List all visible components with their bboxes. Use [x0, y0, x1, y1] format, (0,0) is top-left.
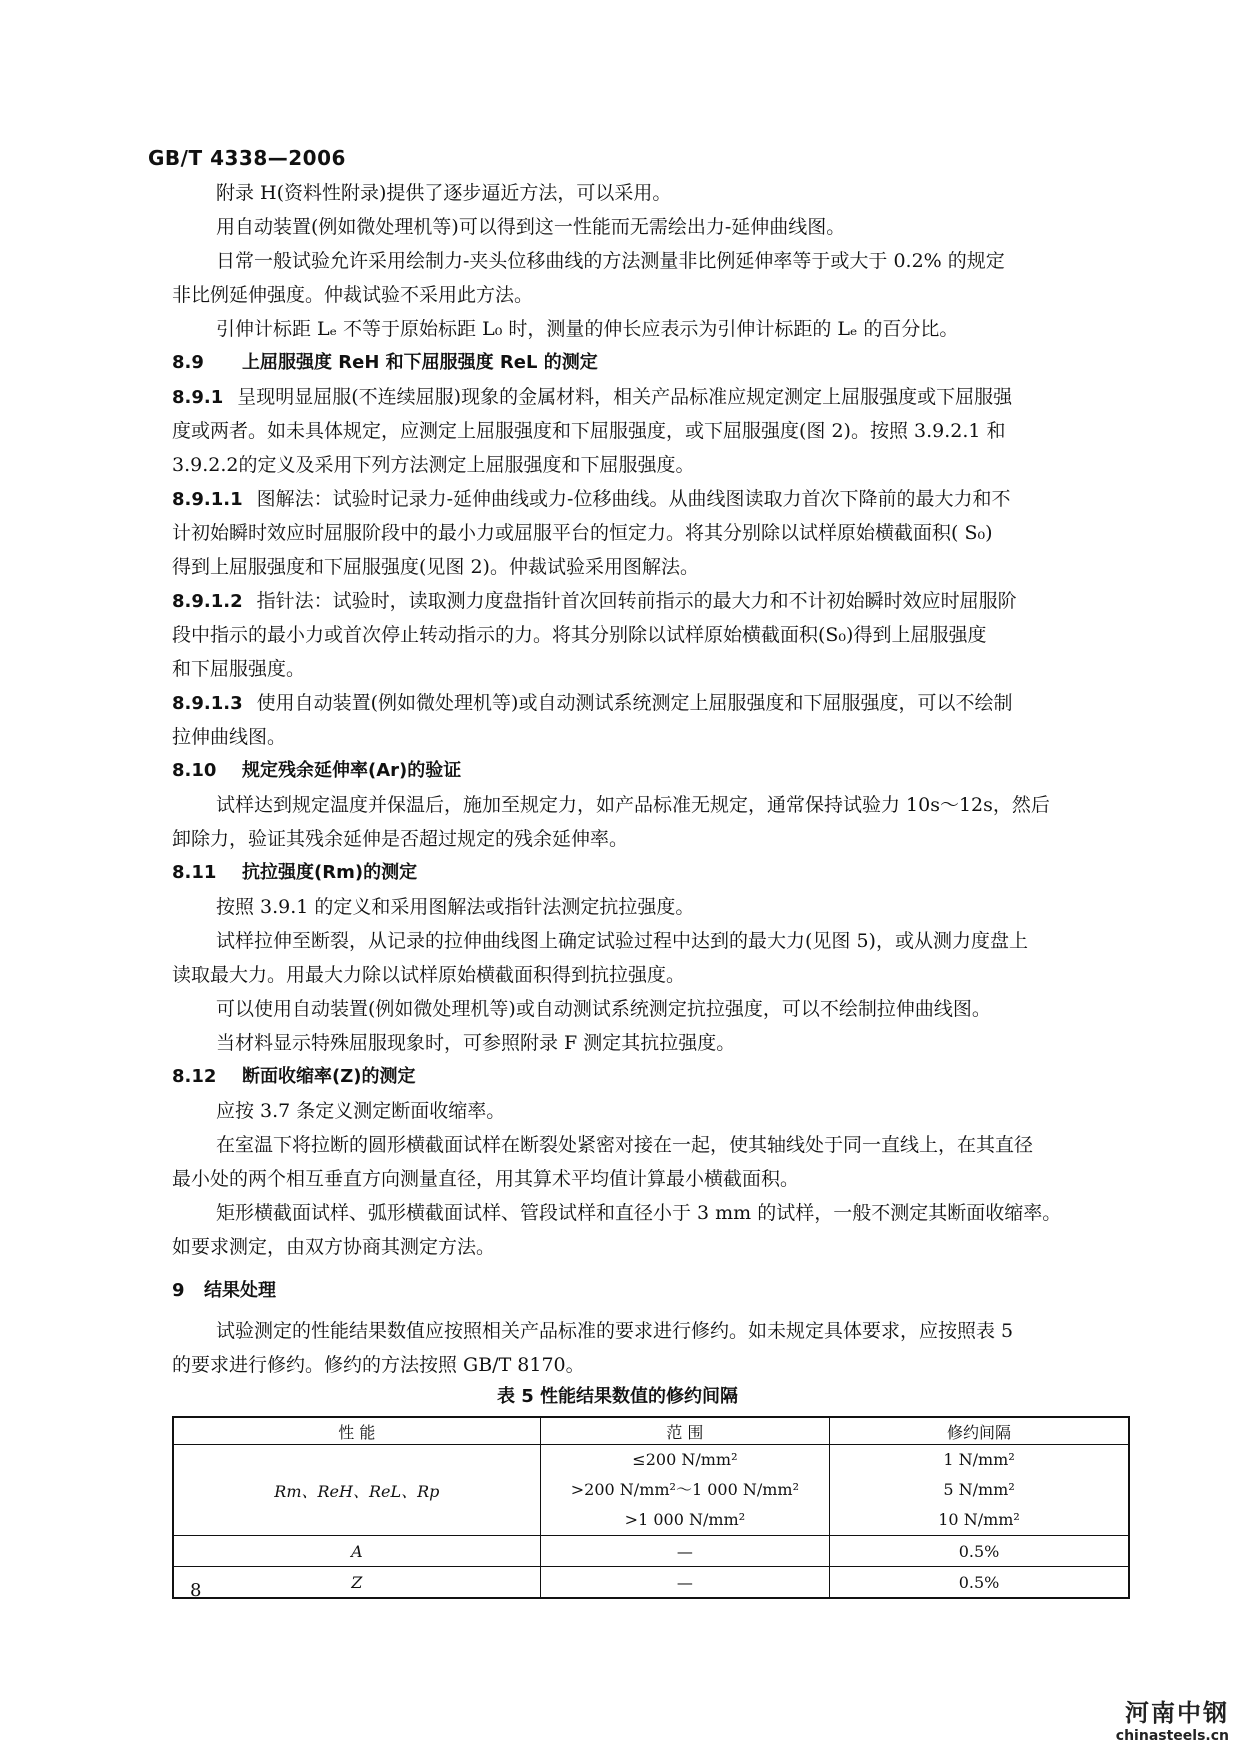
paragraph-line: 可以使用自动装置(例如微处理机等)或自动测试系统测定抗拉强度，可以不绘制拉伸曲线图。 [216, 998, 991, 1020]
section-title: 规定残余延伸率(Ar)的验证 [242, 760, 462, 781]
interval-cell [830, 1445, 1129, 1536]
paragraph-line: 日常一般试验允许采用绘制力-夹头位移曲线的方法测量非比例延伸率等于或大于 0.2% 的规定 [216, 250, 1005, 272]
table-row [173, 1445, 1129, 1536]
clause-8-9-1 [172, 386, 1012, 409]
paragraph-line: 的要求进行修约。修约的方法按照 GB/T 8170。 [172, 1354, 585, 1376]
watermark-cn: 河南中钢 [1125, 1699, 1229, 1727]
clause-number: 8.9.1.2 [172, 591, 243, 612]
section-heading-8-10 [172, 760, 461, 782]
paragraph-line: 如要求测定，由双方协商其测定方法。 [172, 1236, 496, 1258]
clause-8-9-1-2 [172, 590, 1017, 613]
clause-number: 8.9.1.3 [172, 693, 243, 714]
range-cell [540, 1445, 829, 1536]
table-row [173, 1567, 1129, 1599]
clause-8-9-1-1 [172, 488, 1010, 511]
section-number: 8.12 [172, 1066, 217, 1087]
paragraph-line: 最小处的两个相互垂直方向测量直径，用其算术平均值计算最小横截面积。 [172, 1168, 800, 1190]
column-header: 修约间隔 [830, 1417, 1129, 1445]
table-row [173, 1536, 1129, 1567]
paragraph-line: 呈现明显屈服(不连续屈服)现象的金属材料，相关产品标准应规定测定上屈服强度或下屈服强 [237, 386, 1013, 408]
clause-number: 8.9.1 [172, 387, 224, 408]
property-cell: A [173, 1536, 540, 1567]
section-title: 抗拉强度(Rm)的测定 [242, 862, 418, 883]
page-number: 8 [190, 1580, 202, 1601]
paragraph-line: 试验测定的性能结果数值应按照相关产品标准的要求进行修约。如未规定具体要求，应按照表 5 [216, 1320, 1014, 1342]
column-header: 性 能 [173, 1417, 540, 1445]
range-value: ≤200 N/mm² [632, 1450, 738, 1469]
paragraph-line: 指针法：试验时，读取测力度盘指针首次回转前指示的最大力和不计初始瞬时效应时屈服阶 [256, 590, 1017, 612]
paragraph-line: 图解法：试验时记录力-延伸曲线或力-位移曲线。从曲线图读取力首次下降前的最大力和不 [256, 488, 1011, 510]
section-heading-8-9 [172, 352, 598, 374]
paragraph-line: 3.9.2.2的定义及采用下列方法测定上屈服强度和下屈服强度。 [172, 454, 695, 476]
section-heading-8-11 [172, 862, 417, 884]
section-number: 8.11 [172, 862, 217, 883]
column-header: 范 围 [540, 1417, 829, 1445]
section-title: 结果处理 [204, 1280, 276, 1301]
section-title: 断面收缩率(Z)的测定 [242, 1066, 416, 1087]
paragraph-line: 试样达到规定温度并保温后，施加至规定力，如产品标准无规定，通常保持试验力 10s～12s，然后 [216, 794, 1050, 816]
section-heading-8-12 [172, 1066, 416, 1088]
clause-8-9-1-3 [172, 692, 1012, 715]
paragraph-line: 得到上屈服强度和下屈服强度(见图 2)。仲裁试验采用图解法。 [172, 556, 699, 578]
property-cell: Rm、ReH、ReL、Rp [173, 1445, 540, 1536]
paragraph-line: 矩形横截面试样、弧形横截面试样、管段试样和直径小于 3 mm 的试样，一般不测定其断面收缩率。 [216, 1202, 1062, 1224]
paragraph-line: 使用自动装置(例如微处理机等)或自动测试系统测定上屈服强度和下屈服强度，可以不绘制 [256, 692, 1013, 714]
interval-cell: 0.5% [830, 1536, 1129, 1567]
watermark-logo [1116, 1693, 1229, 1744]
paragraph-line: 在室温下将拉断的圆形横截面试样在断裂处紧密对接在一起，使其轴线处于同一直线上，在其直径 [216, 1134, 1034, 1156]
section-heading-9 [172, 1280, 276, 1302]
watermark-en: chinasteels.cn [1115, 1728, 1229, 1744]
paragraph-line: 卸除力，验证其残余延伸是否超过规定的残余延伸率。 [172, 828, 629, 850]
paragraph-line: 引伸计标距 Lₑ 不等于原始标距 L₀ 时，测量的伸长应表示为引伸计标距的 Lₑ 的百分比。 [216, 318, 959, 340]
property-cell: Z [173, 1567, 540, 1599]
table-caption: 表 5 性能结果数值的修约间隔 [496, 1386, 739, 1407]
paragraph-line: 按照 3.9.1 的定义和采用图解法或指针法测定抗拉强度。 [216, 896, 695, 918]
paragraph-line: 用自动装置(例如微处理机等)可以得到这一性能而无需绘出力-延伸曲线图。 [216, 216, 846, 238]
interval-value: 5 N/mm² [943, 1480, 1015, 1499]
interval-value: 10 N/mm² [938, 1510, 1020, 1529]
paragraph-line: 非比例延伸强度。仲裁试验不采用此方法。 [172, 284, 534, 306]
paragraph-line: 计初始瞬时效应时屈服阶段中的最小力或屈服平台的恒定力。将其分别除以试样原始横截面积( S₀) [172, 522, 993, 544]
paragraph-line: 试样拉伸至断裂，从记录的拉伸曲线图上确定试验过程中达到的最大力(见图 5)，或从测力度盘上 [216, 930, 1028, 952]
paragraph-line: 和下屈服强度。 [172, 658, 306, 680]
paragraph-line: 附录 H(资料性附录)提供了逐步逼近方法，可以采用。 [216, 182, 672, 204]
range-value: >1 000 N/mm² [624, 1510, 746, 1529]
paragraph-line: 度或两者。如未具体规定，应测定上屈服强度和下屈服强度，或下屈服强度(图 2)。按照 3.9.2.1 和 [172, 420, 1006, 442]
paragraph-line: 应按 3.7 条定义测定断面收缩率。 [216, 1100, 506, 1122]
section-number: 8.10 [172, 760, 217, 781]
paragraph-line: 拉伸曲线图。 [172, 726, 287, 748]
paragraph-line: 读取最大力。用最大力除以试样原始横截面积得到抗拉强度。 [172, 964, 686, 986]
paragraph-line: 当材料显示特殊屈服现象时，可参照附录 F 测定其抗拉强度。 [216, 1032, 736, 1054]
section-number: 9 [172, 1280, 185, 1301]
range-cell: — [540, 1567, 829, 1599]
rounding-interval-table [172, 1416, 1130, 1599]
paragraph-line: 段中指示的最小力或首次停止转动指示的力。将其分别除以试样原始横截面积(S₀)得到上屈服强度 [172, 624, 987, 646]
range-value: >200 N/mm²～1 000 N/mm² [570, 1480, 799, 1499]
section-number: 8.9 [172, 352, 204, 373]
table-header-row [173, 1417, 1129, 1445]
interval-cell: 0.5% [830, 1567, 1129, 1599]
standard-code: GB/T 4338—2006 [148, 146, 346, 170]
section-title: 上屈服强度 ReH 和下屈服强度 ReL 的测定 [242, 352, 598, 373]
interval-value: 1 N/mm² [943, 1450, 1015, 1469]
clause-number: 8.9.1.1 [172, 489, 243, 510]
range-cell: — [540, 1536, 829, 1567]
